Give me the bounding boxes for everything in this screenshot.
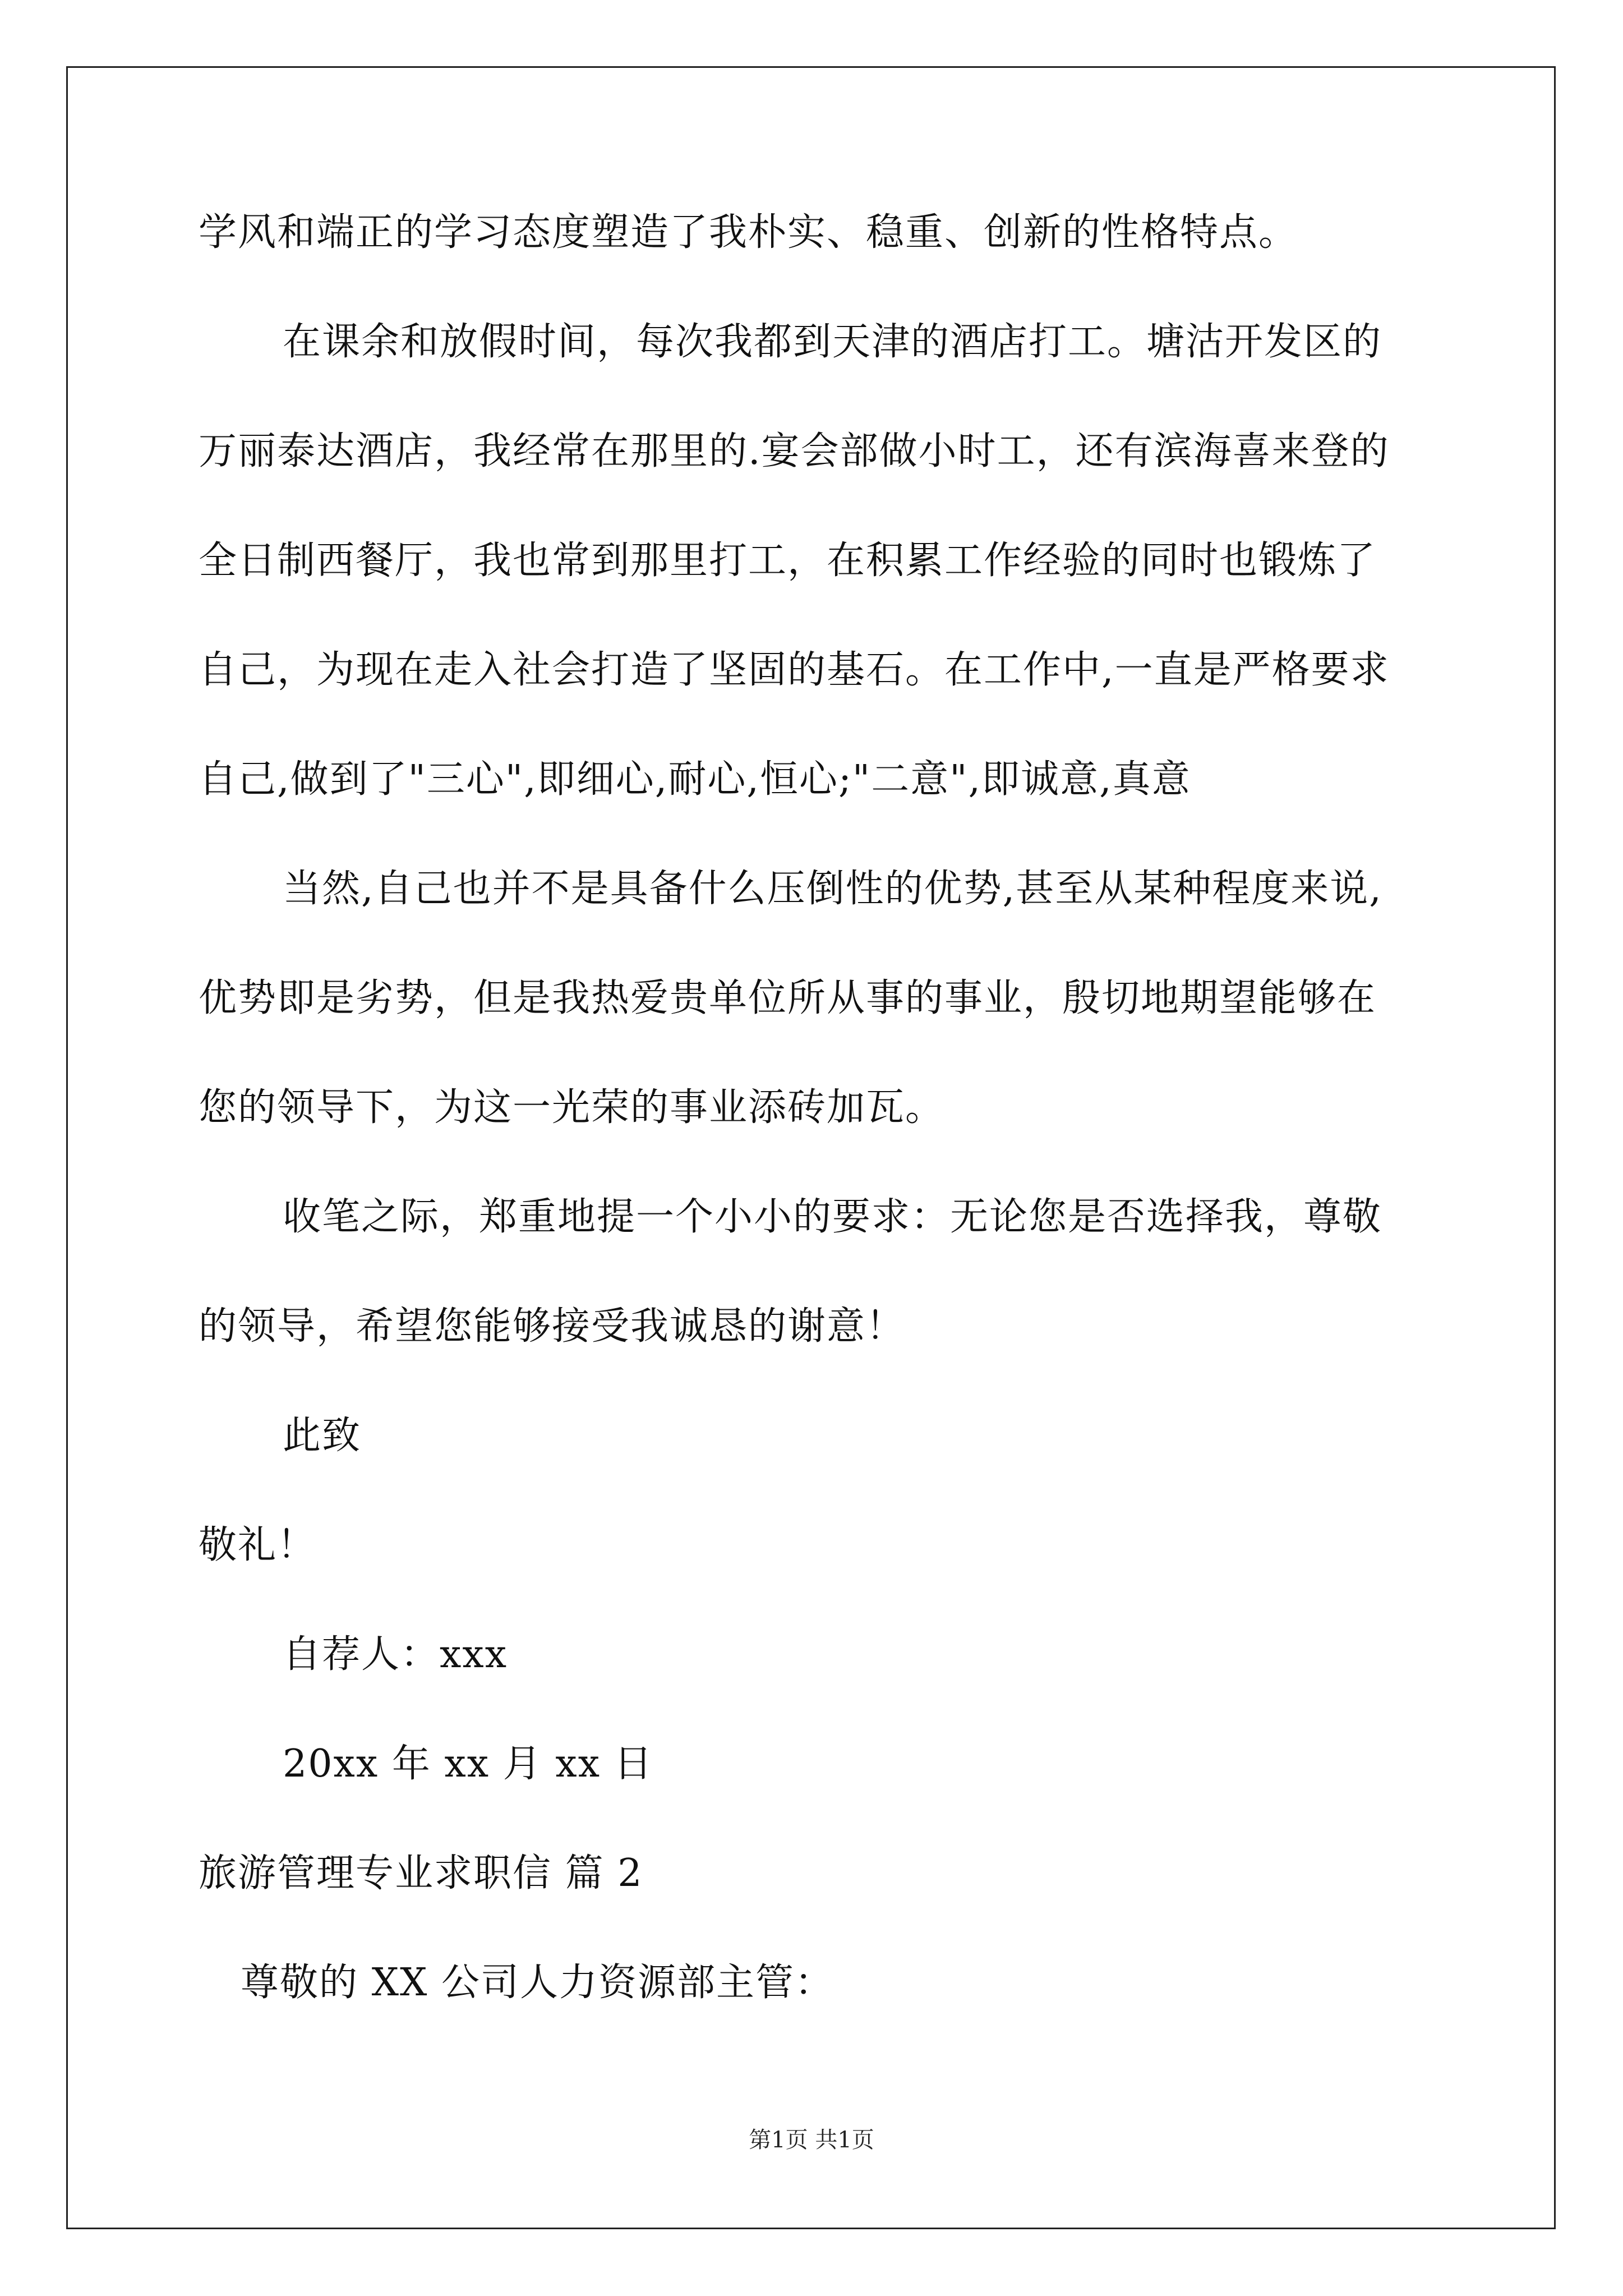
text-line: 在课余和放假时间，每次我都到天津的酒店打工。塘沽开发区的 [283,320,1382,364]
text-line: 万丽泰达酒店，我经常在那里的.宴会部做小时工，还有滨海喜来登的 [199,429,1390,473]
letter-greeting: 尊敬的 XX 公司人力资源部主管： [241,1961,834,2005]
text-line: 的领导，希望您能够接受我诚恳的谢意！ [199,1304,906,1349]
text-line: 优势即是劣势，但是我热爱贵单位所从事的事业，殷切地期望能够在 [199,976,1377,1020]
text-line: 全日制西餐厅，我也常到那里打工，在积累工作经验的同时也锻炼了 [199,539,1377,583]
text-line: 当然,自己也并不是具备什么压倒性的优势,甚至从某种程度来说, [283,867,1382,911]
closing-salutation: 此致 [283,1414,362,1458]
date-line: 20xx 年 xx 月 xx 日 [283,1742,653,1786]
text-line: 自己，为现在走入社会打造了坚固的基石。在工作中,一直是严格要求 [199,648,1390,692]
text-line: 自己,做到了"三心",即细心,耐心,恒心;"二意",即诚意,真意 [199,757,1191,802]
closing-regards: 敬礼！ [199,1523,317,1567]
text-line: 收笔之际，郑重地提一个小小的要求：无论您是否选择我，尊敬 [283,1195,1382,1239]
text-line: 您的领导下，为这一光荣的事业添砖加瓦。 [199,1085,945,1130]
signature: 自荐人：xxx [283,1632,508,1677]
section-heading: 旅游管理专业求职信 篇 2 [199,1851,643,1895]
text-line: 学风和端正的学习态度塑造了我朴实、稳重、创新的性格特点。 [199,210,1298,255]
page-number-footer: 第1页 共1页 [749,2127,874,2153]
page-border [66,66,1556,2229]
